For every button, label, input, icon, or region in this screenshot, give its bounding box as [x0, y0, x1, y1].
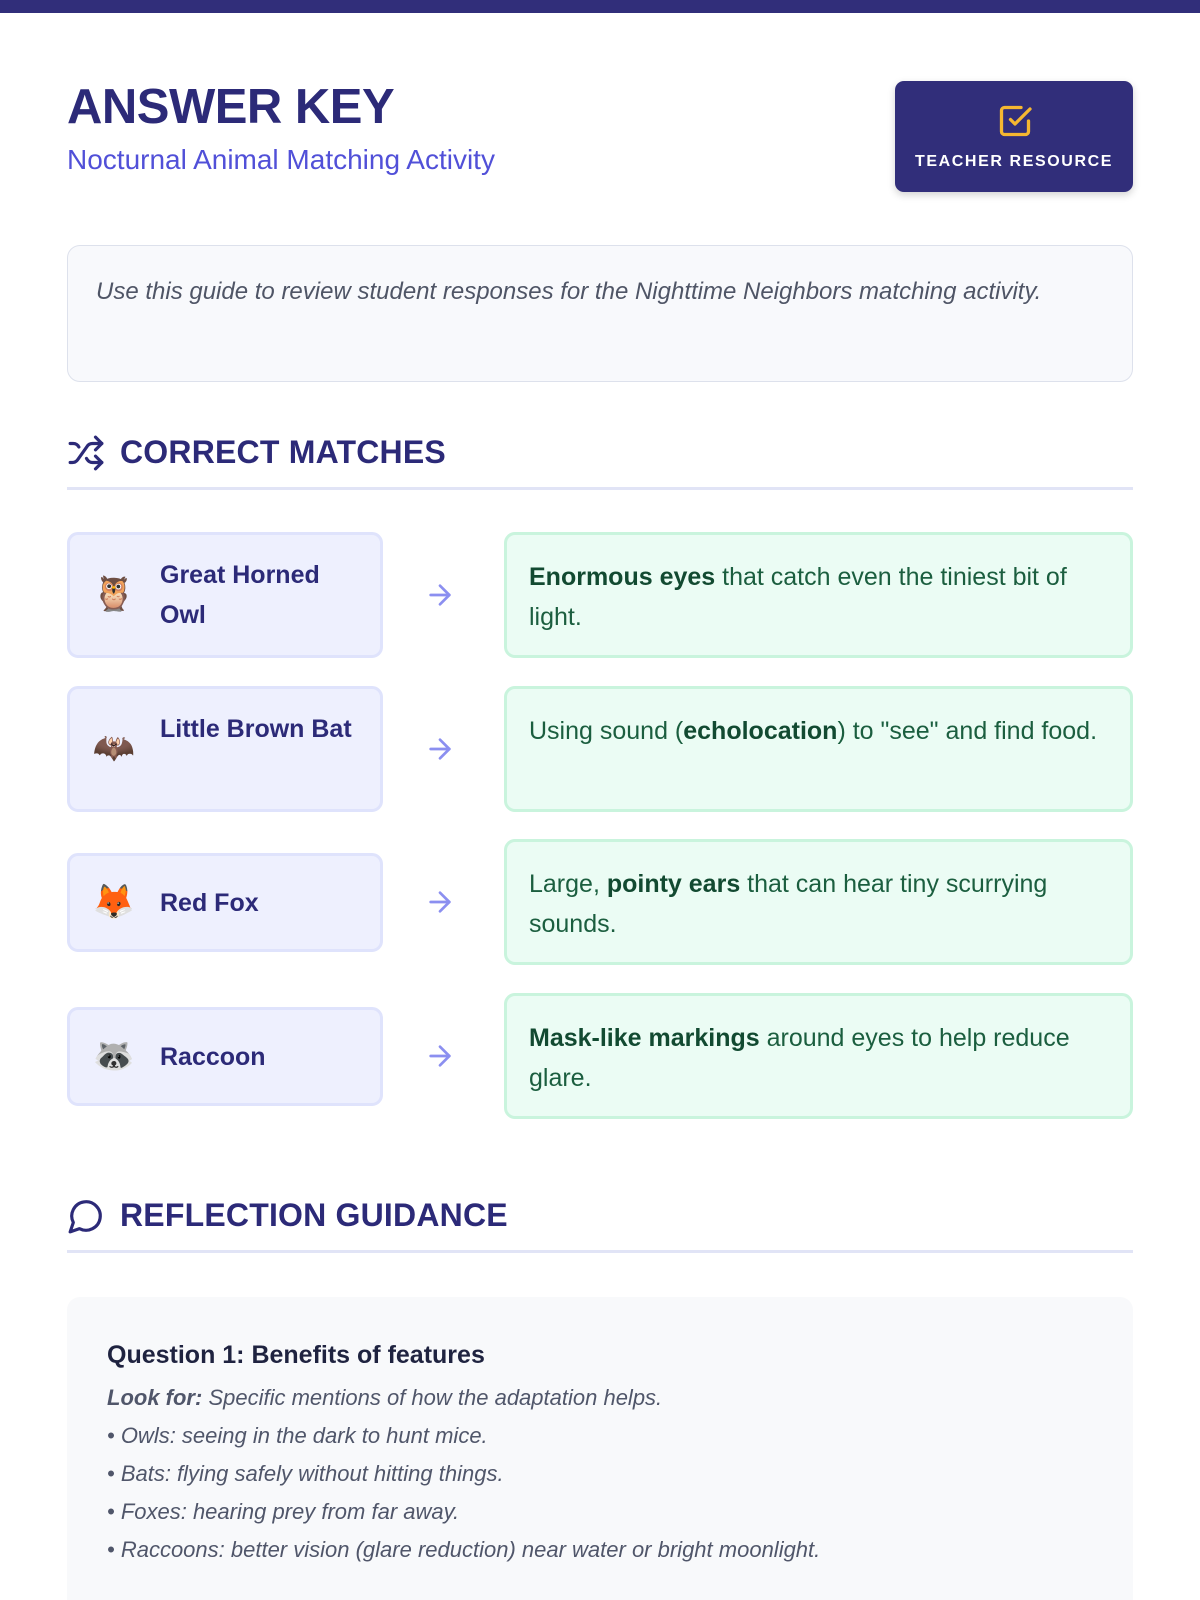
owl-icon: 🦉 — [92, 575, 136, 613]
description-card — [504, 532, 1133, 658]
section-title: CORRECT MATCHES — [120, 434, 446, 470]
guidance-bullet: • Bats: flying safely without hitting things. — [107, 1461, 504, 1486]
match-row — [67, 993, 1133, 1119]
description-card — [504, 686, 1133, 812]
arrow-right-icon — [424, 579, 456, 611]
guidance-bullet: • Raccoons: better vision (glare reduction) near water or bright moonlight. — [107, 1537, 821, 1562]
guidance-bullet: • Owls: seeing in the dark to hunt mice. — [107, 1423, 488, 1448]
arrow-right-icon — [424, 886, 456, 918]
speech-bubble-icon — [67, 1197, 105, 1235]
reflection-guide-card — [67, 1297, 1133, 1600]
bat-icon: 🦇 — [92, 729, 136, 767]
description-card — [504, 839, 1133, 965]
animal-card — [67, 686, 383, 812]
description-text: Mask-like markings around eyes to help reduce glare. — [529, 1024, 1070, 1092]
animal-name: Red Fox — [160, 889, 259, 917]
match-row — [67, 532, 1133, 658]
animal-name: Great Horned Owl — [160, 561, 320, 629]
fox-icon: 🦊 — [92, 883, 136, 921]
animal-card — [67, 1007, 383, 1106]
match-row — [67, 839, 1133, 965]
section-title: REFLECTION GUIDANCE — [120, 1197, 508, 1233]
animal-name: Raccoon — [160, 1043, 266, 1071]
description-text: Using sound (echolocation) to "see" and find food. — [529, 717, 1098, 745]
checkbox-icon — [997, 103, 1033, 139]
shuffle-icon — [67, 434, 105, 472]
description-text: Enormous eyes that catch even the tiniest bit of light. — [529, 563, 1067, 631]
question-title: Question 1: Benefits of features — [107, 1341, 485, 1369]
arrow-right-icon — [424, 733, 456, 765]
match-row — [67, 686, 1133, 812]
look-for-line — [107, 1379, 1093, 1417]
page-subtitle: Nocturnal Animal Matching Activity — [67, 144, 495, 175]
look-for-label: Look for: — [107, 1385, 203, 1410]
description-card — [504, 993, 1133, 1119]
intro-box — [67, 245, 1133, 382]
page-header — [67, 78, 1133, 193]
intro-text: Use this guide to review student responses for the Nighttime Neighbors matching activity. — [96, 278, 1042, 305]
page-title: ANSWER KEY — [67, 80, 395, 134]
animal-name: Little Brown Bat — [160, 715, 352, 743]
section-reflection-guidance — [67, 1193, 1133, 1253]
section-correct-matches — [67, 430, 1133, 490]
arrow-right-icon — [424, 1040, 456, 1072]
badge-label: TEACHER RESOURCE — [914, 153, 1114, 170]
guidance-bullet: • Foxes: hearing prey from far away. — [107, 1499, 460, 1524]
animal-card — [67, 853, 383, 952]
top-accent-bar — [0, 0, 1200, 13]
description-text: Large, pointy ears that can hear tiny scurrying sounds. — [529, 870, 1048, 938]
raccoon-icon: 🦝 — [92, 1037, 136, 1075]
animal-card — [67, 532, 383, 658]
look-for-text: Specific mentions of how the adaptation helps. — [202, 1385, 663, 1410]
teacher-resource-badge — [895, 81, 1133, 192]
